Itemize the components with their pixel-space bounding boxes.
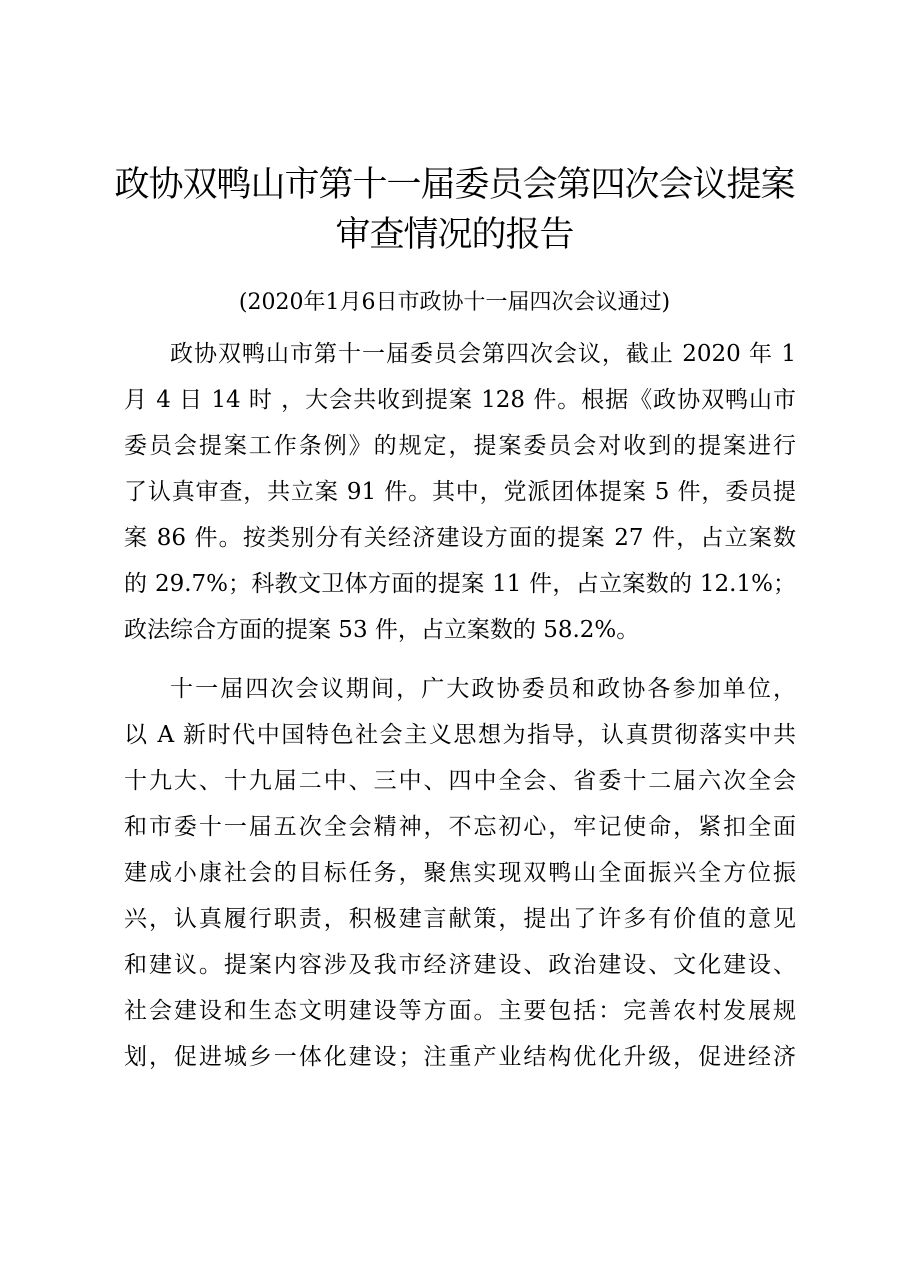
paragraph-line: 的 29.7%；科教文卫体方面的提案 11 件，占立案数的 12.1%； xyxy=(124,571,796,597)
document-body xyxy=(124,331,796,1093)
paragraph-line: 案 86 件。按类别分有关经济建设方面的提案 27 件，占立案数 xyxy=(124,525,796,551)
paragraph-line: 委员会提案工作条例》的规定，提案委员会对收到的提案进行 xyxy=(124,433,796,459)
paragraph-line: 以 A 新时代中国特色社会主义思想为指导，认真贯彻落实中共 xyxy=(124,722,796,748)
paragraph-line: 和市委十一届五次全会精神，不忘初心，牢记使命，紧扣全面 xyxy=(124,814,796,840)
paragraph-line: 十九大、十九届二中、三中、四中全会、省委十二届六次全会 xyxy=(124,768,796,794)
document-title-line-2: 审查情况的报告 xyxy=(335,215,574,255)
document-title-line-1: 政协双鸭山市第十一届委员会第四次会议提案 xyxy=(114,165,795,205)
paragraph-line: 和建议。提案内容涉及我市经济建设、政治建设、文化建设、 xyxy=(124,952,796,978)
paragraph-line: 政协双鸭山市第十一届委员会第四次会议，截止 2020 年 1 xyxy=(170,341,796,367)
paragraph-line: 社会建设和生态文明建设等方面。主要包括：完善农村发展规 xyxy=(124,998,796,1024)
paragraph-1 xyxy=(124,331,796,653)
paragraph-line: 兴，认真履行职责，积极建言献策，提出了许多有价值的意见 xyxy=(124,906,796,932)
paragraph-line: 建成小康社会的目标任务，聚焦实现双鸭山全面振兴全方位振 xyxy=(124,860,796,886)
document-title xyxy=(100,160,809,260)
paragraph-line: 划，促进城乡一体化建设；注重产业结构优化升级，促进经济 xyxy=(124,1044,796,1070)
paragraph-line: 十一届四次会议期间，广大政协委员和政协各参加单位， xyxy=(170,676,796,702)
document-subtitle: (2020年1月6日市政协十一届四次会议通过) xyxy=(238,290,671,315)
paragraph-line: 了认真审查，共立案 91 件。其中，党派团体提案 5 件，委员提 xyxy=(124,479,796,505)
paragraph-2 xyxy=(124,666,796,1080)
paragraph-line: 月 4 日 14 时 ，大会共收到提案 128 件。根据《政协双鸭山市 xyxy=(124,387,796,413)
paragraph-line: 政法综合方面的提案 53 件，占立案数的 58.2%。 xyxy=(124,617,640,643)
